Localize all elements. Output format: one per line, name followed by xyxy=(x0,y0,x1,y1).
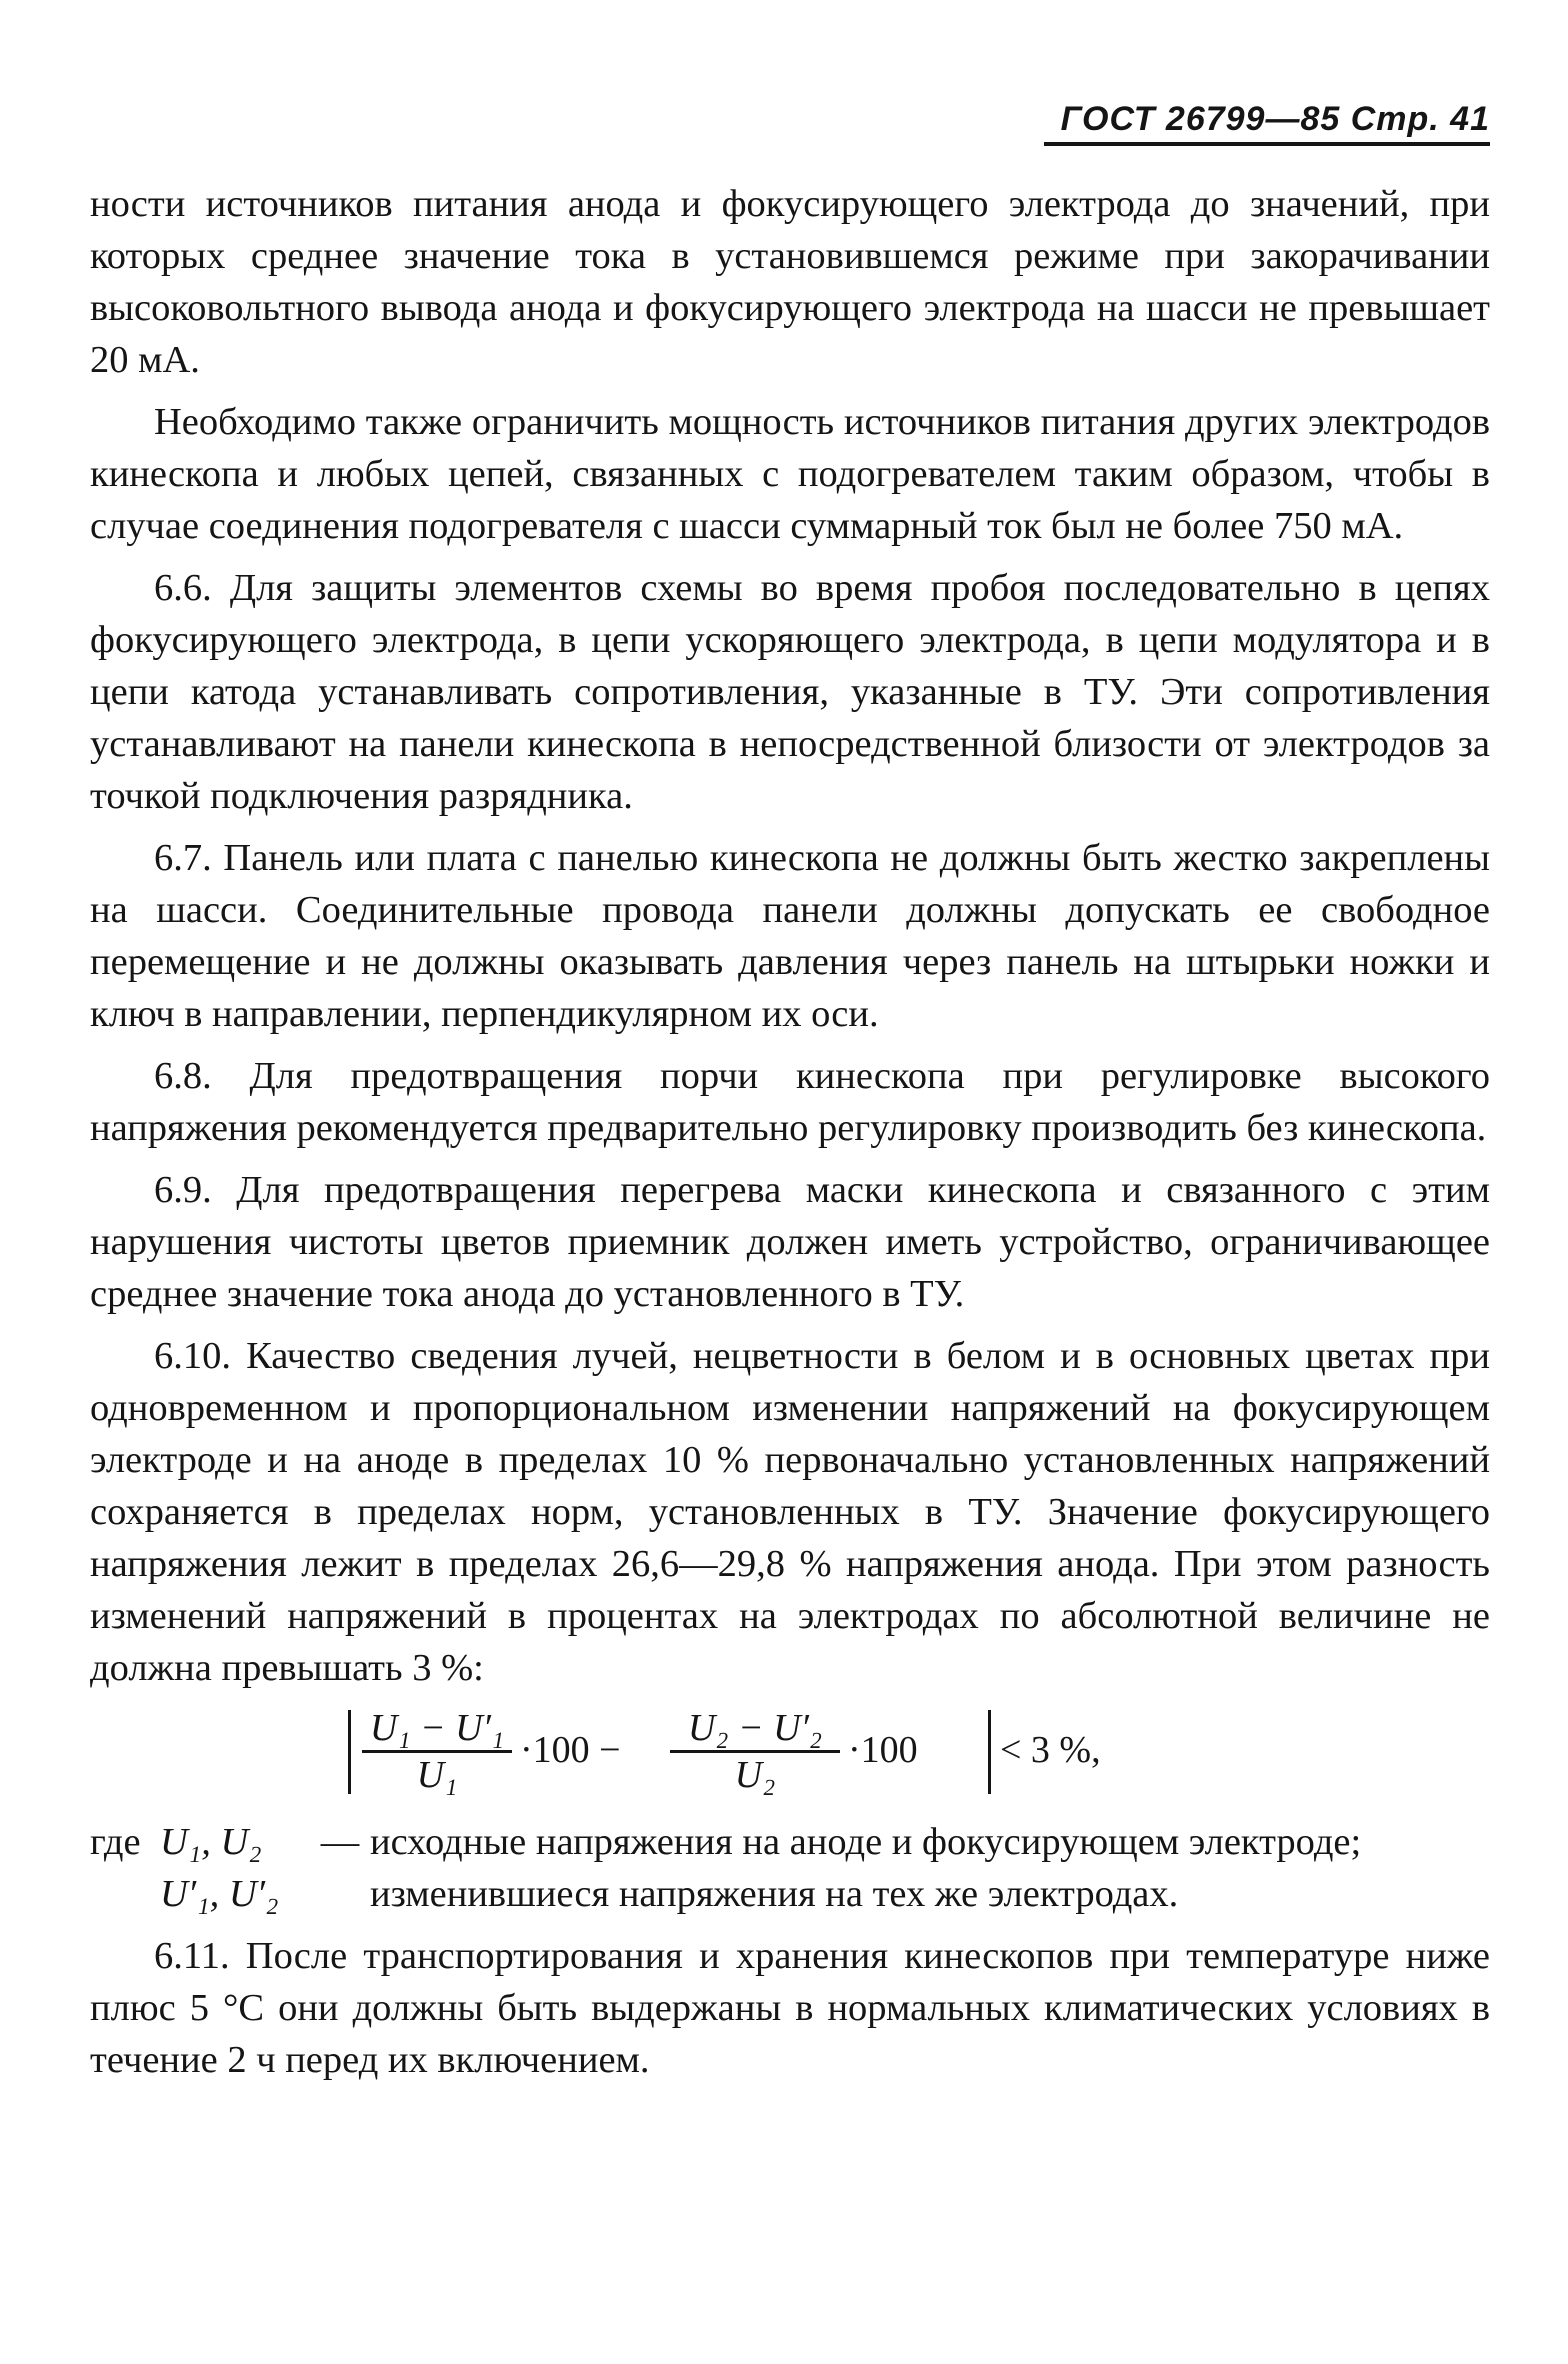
legend-lead: где xyxy=(90,1821,141,1863)
legend-symbol: U₁, U₂ xyxy=(160,1821,262,1863)
fraction-focus-numerator: U₂ − U′₂ xyxy=(687,1707,823,1749)
legend-row-changed xyxy=(90,1868,1490,1920)
fraction-focus xyxy=(670,1706,840,1797)
page-header: ГОСТ 26799—85 Стр. 41 xyxy=(1060,100,1490,138)
legend-description: изменившиеся напряжения на тех же электродах. xyxy=(370,1873,1179,1915)
fraction-focus-denominator: U₂ xyxy=(670,1750,840,1797)
formula-mult: ·100 xyxy=(848,1729,918,1771)
paragraph-6-8: 6.8. Для предотвращения порчи кинескопа при регулировке высокого напряжения рекомендуется предварительно регулировку производить без кинескопа. xyxy=(90,1055,1490,1149)
paragraph-6-9: 6.9. Для предотвращения перегрева маски кинескопа и связанного с этим нарушения чистоты цветов приемник должен иметь устройство, ограничивающее среднее значение тока анода до установленного в ТУ. xyxy=(90,1169,1490,1315)
legend-symbol: U′₁, U′₂ xyxy=(160,1873,279,1915)
legend-dash: — xyxy=(320,1821,360,1863)
legend-description: исходные напряжения на аноде и фокусирующем электроде; xyxy=(370,1821,1362,1863)
fraction-anode-numerator: U₁ − U′₁ xyxy=(369,1707,505,1749)
paragraph-6-6: 6.6. Для защиты элементов схемы во время пробоя последовательно в цепях фокусирующего электрода, в цепи ускоряющего электрода, в цепи модулятора и в цепи катода устанавливать сопротивления, указанные в ТУ. Эти сопротивления устанавливают на панели кинескопа в непосредственной близости от электродов за точкой подключения разрядника. xyxy=(90,567,1490,817)
paragraph-continuation: ности источников питания анода и фокусирующего электрода до значений, при которых среднее значение тока в установившемся режиме при закорачивании высоковольтного вывода анода и фокусирующего электрода на шасси не превышает 20 мА. xyxy=(90,183,1490,381)
legend-dash xyxy=(310,1868,370,1920)
abs-bar-left xyxy=(348,1710,351,1794)
page-body xyxy=(90,178,1490,2096)
paragraph-6-10: 6.10. Качество сведения лучей, нецветности в белом и в основных цветах при одновременном и пропорциональном изменении напряжений на фокусирующем электроде и на аноде в пределах 10 % первоначально установленных напряжений сохраняется в пределах норм, установленных в ТУ. Значение фокусирующего напряжения лежит в пределах 26,6—29,8 % напряжения анода. При этом разность изменений напряжений в процентах на электродах по абсолютной величине не должна превышать 3 %: xyxy=(90,1335,1490,1689)
fraction-anode-denominator: U₁ xyxy=(362,1750,512,1797)
fraction-anode xyxy=(362,1706,512,1797)
formula xyxy=(90,1706,1490,1802)
paragraph-6-11: 6.11. После транспортирования и хранения кинескопов при температуре ниже плюс 5 °С они должны быть выдержаны в нормальных климатических условиях в течение 2 ч перед их включением. xyxy=(90,1935,1490,2081)
legend-row-initial xyxy=(90,1816,1490,1868)
formula-tail: < 3 %, xyxy=(1000,1729,1101,1771)
formula-mult-minus: ·100 − xyxy=(520,1729,621,1771)
paragraph-power-limit: Необходимо также ограничить мощность источников питания других электродов кинескопа и любых цепей, связанных с подогревателем таким образом, чтобы в случае соединения подогревателя с шасси суммарный ток был не более 750 мА. xyxy=(90,401,1490,547)
header-rule xyxy=(1044,142,1490,146)
formula-legend xyxy=(90,1816,1490,1920)
abs-bar-right xyxy=(988,1710,991,1794)
paragraph-6-7: 6.7. Панель или плата с панелью кинескопа не должны быть жестко закреплены на шасси. Соединительные провода панели должны допускать ее свободное перемещение и не должны оказывать давления через панель на штырьки ножки и ключ в направлении, перпендикулярном их оси. xyxy=(90,837,1490,1035)
